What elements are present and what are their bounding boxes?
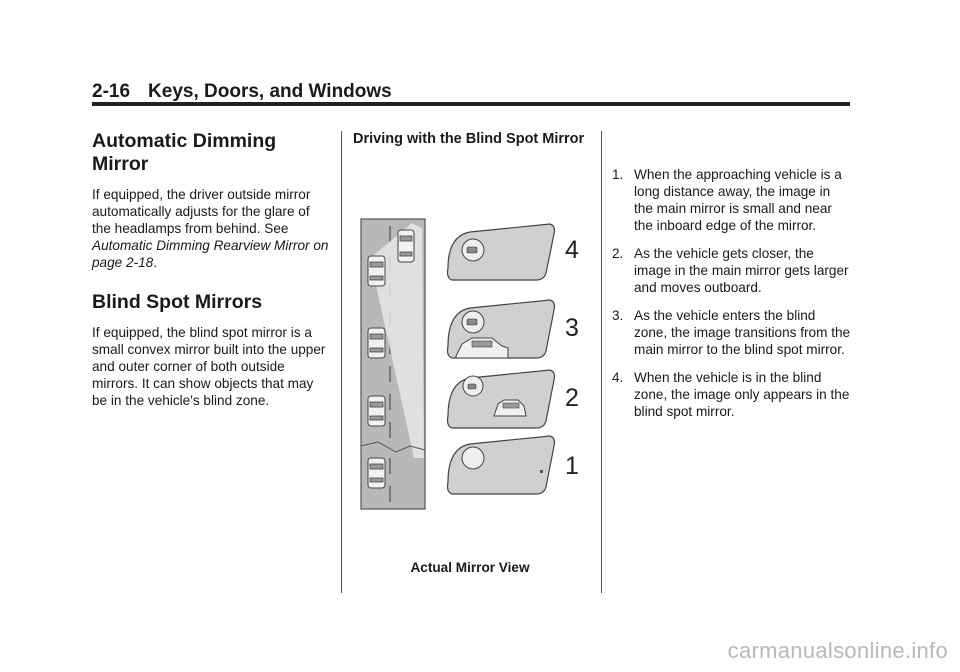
- step-4: [612, 369, 852, 420]
- header-rule: [92, 102, 850, 106]
- column-divider-left: [341, 131, 342, 593]
- figure-caption: Actual Mirror View: [410, 560, 530, 575]
- middle-column: [353, 131, 585, 148]
- mirror-label-3: 3: [565, 314, 579, 342]
- mirror-view-3: [448, 300, 579, 358]
- step-text: When the vehicle is in the blind zone, the image only appears in the blind spot mirror.: [634, 370, 850, 419]
- step-number: 2.: [612, 246, 624, 261]
- page-number: 2-16: [92, 81, 131, 102]
- step-text: As the vehicle gets closer, the image in the main mirror gets larger and moves outboard.: [634, 246, 849, 295]
- step-text: When the approaching vehicle is a long distance away, the image in the main mirror is small and near the inboard edge of the mirror.: [634, 167, 842, 233]
- automatic-dimming-reference-link[interactable]: Automatic Dimming Rearview Mirror on page 2-18: [92, 238, 329, 270]
- step-text: As the vehicle enters the blind zone, the image transitions from the main mirror to the blind spot mirror.: [634, 308, 851, 357]
- right-column: [612, 166, 852, 431]
- mirror-view-4: [448, 224, 580, 280]
- watermark: carmanualsonline.info: [727, 638, 948, 663]
- mirror-view-2: [448, 370, 579, 428]
- step-number: 3.: [612, 308, 624, 323]
- step-2: [612, 245, 852, 296]
- automatic-dimming-body: [92, 186, 332, 271]
- mirror-label-1: 1: [565, 452, 579, 480]
- chapter-title: Keys, Doors, and Windows: [148, 81, 392, 102]
- step-1: [612, 166, 852, 234]
- blind-spot-mirrors-body: If equipped, the blind spot mirror is a small convex mirror built into the upper and outer corner of both outside mirrors. It can show objects that may be in the vehicle's blind zone.: [92, 325, 326, 408]
- left-column: [92, 130, 332, 409]
- automatic-dimming-suffix: .: [153, 255, 158, 270]
- mirror-view-1: [448, 436, 579, 494]
- automatic-dimming-text: If equipped, the driver outside mirror automatically adjusts for the glare of the headlamps from behind. See: [92, 187, 311, 236]
- blind-spot-mirrors-heading: Blind Spot Mirrors: [92, 291, 263, 313]
- step-3: [612, 307, 852, 358]
- automatic-dimming-heading: Automatic Dimming Mirror: [92, 130, 277, 175]
- step-number: 1.: [612, 167, 624, 182]
- mirror-label-4: 4: [565, 236, 579, 264]
- column-divider-right: [601, 131, 602, 593]
- mirror-label-2: 2: [565, 384, 579, 412]
- page-header: [92, 81, 392, 103]
- blind-spot-mirror-figure: [360, 218, 592, 513]
- step-number: 4.: [612, 370, 624, 385]
- driving-blind-spot-heading: Driving with the Blind Spot Mirror: [353, 131, 585, 147]
